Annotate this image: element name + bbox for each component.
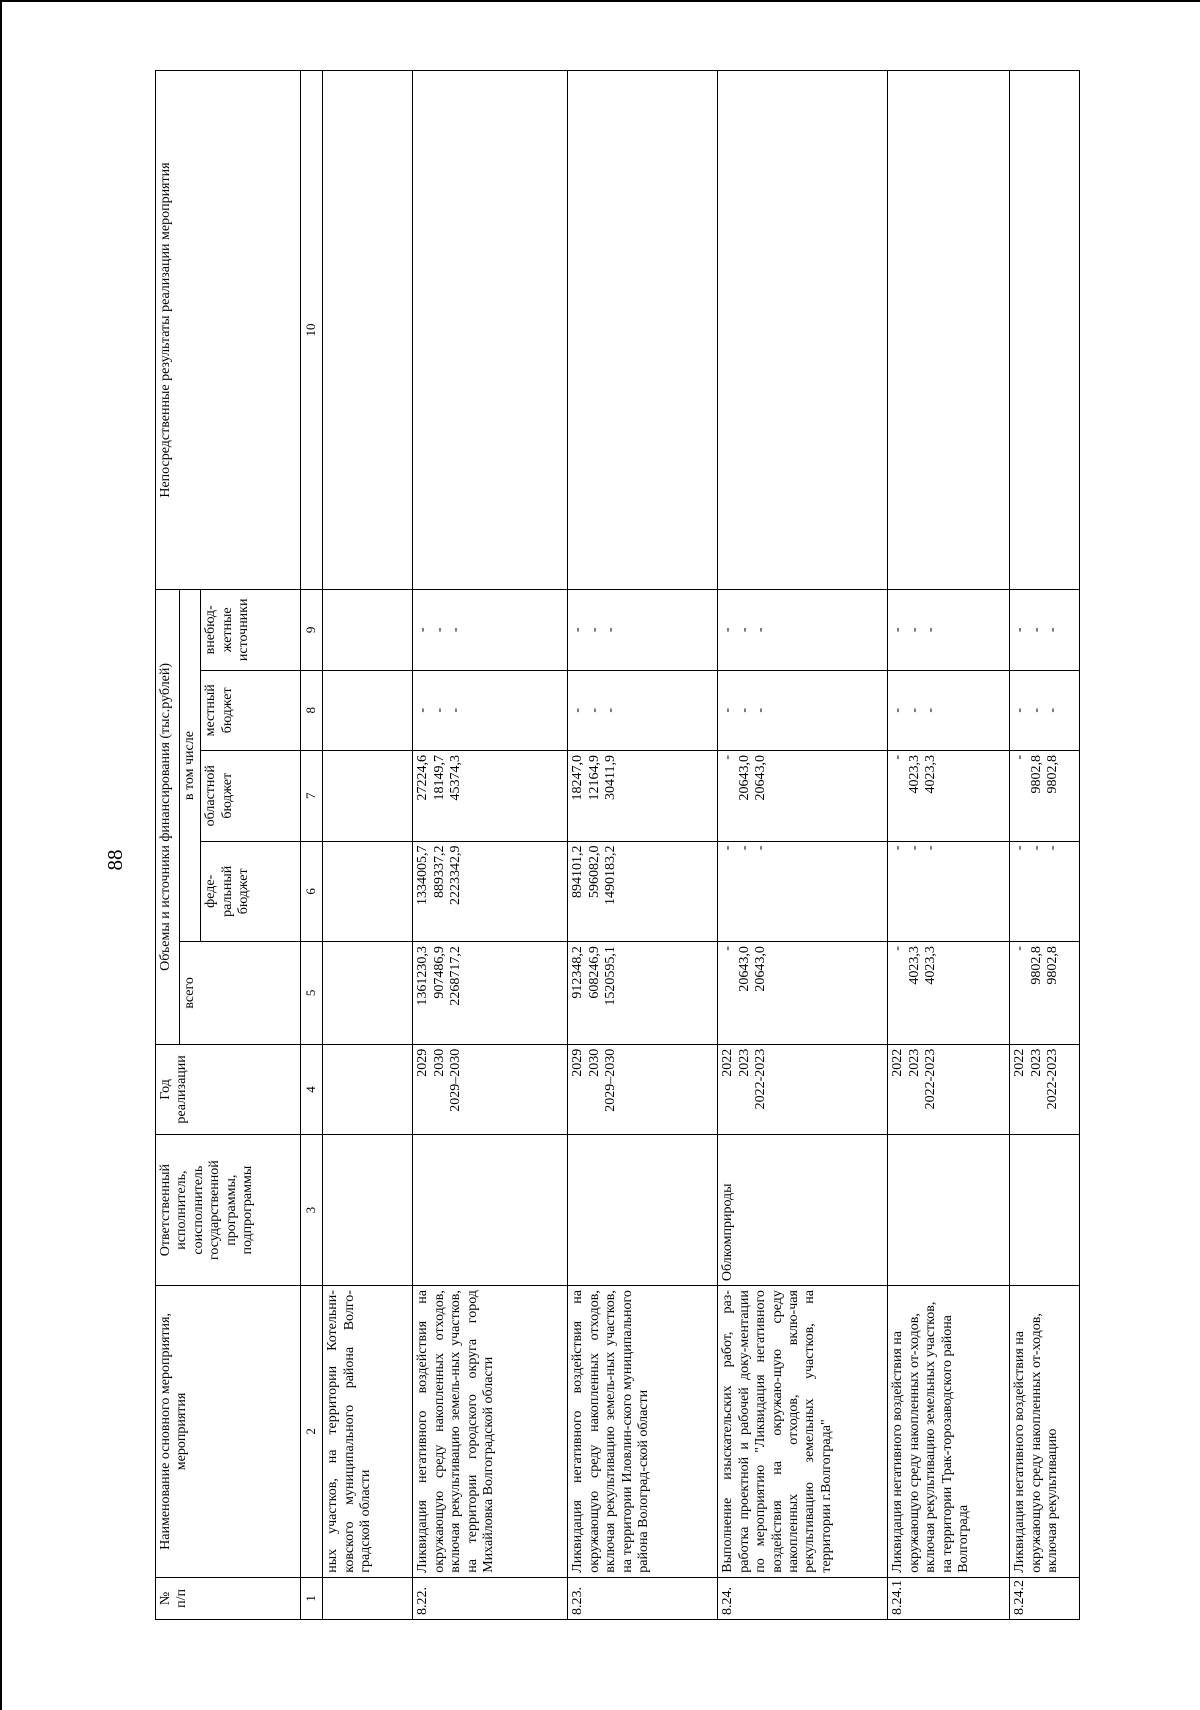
row-local: - - -: [413, 670, 568, 750]
row-years: 2029 2030 2029–2030: [413, 1044, 568, 1135]
scan-top-edge: [0, 0, 1200, 2]
row-executor: [1010, 1135, 1080, 1286]
column-number: 7: [301, 751, 323, 842]
row-years: 2029 2030 2029–2030: [568, 1044, 718, 1135]
row-regional: - 4023,3 4023,3: [888, 751, 1010, 842]
table-row: [323, 71, 413, 1620]
header-num: № п/п: [156, 1577, 301, 1619]
table-row: [888, 71, 1010, 1620]
header-results: Непосредственные результаты реализации мероприятия: [156, 71, 301, 590]
row-years: 2022 2023 2022-2023: [1010, 1044, 1080, 1135]
header-extra: внебюд- жетные источники: [201, 590, 301, 670]
row-years: 2022 2023 2022-2023: [888, 1044, 1010, 1135]
row-name: Ликвидация негативного воздействия на окружающую среду накопленных от-ходов, включая рекультивацию земельных участков, на территории Трак-торозаводского района Волгограда: [888, 1286, 1010, 1578]
column-number-row: [301, 71, 323, 1620]
row-regional: 27224,6 18149,7 45374,3: [413, 751, 568, 842]
row-name: Ликвидация негативного воздействия на окружающую среду накопленных отходов, включая рекультивацию земель-ных участков, на территории Иловлин-ского муниципального района Волоград-ской области: [568, 1286, 718, 1578]
row-number: 8.22.: [413, 1577, 568, 1619]
row-regional: - 20643,0 20643,0: [718, 751, 888, 842]
header-executor: Ответственный исполнитель, соисполнитель государственной программы, подпрограммы: [156, 1135, 301, 1286]
row-years: [323, 1044, 413, 1135]
column-number: 9: [301, 590, 323, 670]
scan-left-edge: [0, 0, 2, 1710]
row-regional: - 9802,8 9802,8: [1010, 751, 1080, 842]
row-executor: [323, 1135, 413, 1286]
column-number: 2: [301, 1286, 323, 1578]
column-number: 3: [301, 1135, 323, 1286]
row-result: [413, 71, 568, 590]
row-federal: - - -: [888, 841, 1010, 942]
row-federal: 894101,2 596082,0 1490183,2: [568, 841, 718, 942]
row-executor: Облкомприроды: [718, 1135, 888, 1286]
row-local: [323, 670, 413, 750]
row-result: [568, 71, 718, 590]
row-name: Ликвидация негативного воздействия на окружающую среду накопленных отходов, включая рекультивацию земель-ных участков, на территории городского округа город Михайловка Волгоградской области: [413, 1286, 568, 1578]
column-number: 6: [301, 841, 323, 942]
header-year: Год реализации: [156, 1044, 301, 1135]
header-funding: Объемы и источники финансирования (тыс.рублей): [156, 590, 180, 1045]
header-name: Наименование основного мероприятия, мероприятия: [156, 1286, 301, 1578]
table-row: [1010, 71, 1080, 1620]
page-number: 88: [103, 849, 127, 871]
row-executor: [568, 1135, 718, 1286]
row-federal: - - -: [1010, 841, 1080, 942]
table-row: [568, 71, 718, 1620]
rotated-page-content: [155, 70, 1200, 1620]
row-number: 8.24.1: [888, 1577, 1010, 1619]
row-total: 912348,2 608246,9 1520595,1: [568, 942, 718, 1045]
column-number: 5: [301, 942, 323, 1045]
row-total: [323, 942, 413, 1045]
row-years: 2022 2023 2022-2023: [718, 1044, 888, 1135]
row-executor: [888, 1135, 1010, 1286]
row-total: - 4023,3 4023,3: [888, 942, 1010, 1045]
row-extra: - - -: [1010, 590, 1080, 670]
funding-table: [155, 70, 1080, 1620]
row-number: 8.23.: [568, 1577, 718, 1619]
row-result: [718, 71, 888, 590]
column-number: 1: [301, 1577, 323, 1619]
row-federal: - - -: [718, 841, 888, 942]
row-number: [323, 1577, 413, 1619]
row-number: 8.24.: [718, 1577, 888, 1619]
row-result: [888, 71, 1010, 590]
column-number: 8: [301, 670, 323, 750]
row-result: [323, 71, 413, 590]
row-regional: 18247,0 12164,9 30411,9: [568, 751, 718, 842]
header-including: в том числе: [180, 590, 201, 942]
row-federal: 1334005,7 889337,2 2223342,9: [413, 841, 568, 942]
header-regional: областной бюджет: [201, 751, 301, 842]
row-extra: - - -: [413, 590, 568, 670]
row-local: - - -: [718, 670, 888, 750]
table-row: [718, 71, 888, 1620]
header-total: всего: [180, 942, 301, 1045]
row-extra: [323, 590, 413, 670]
row-total: - 20643,0 20643,0: [718, 942, 888, 1045]
row-name: Выполнение изыскательских работ, раз-работка проектной и рабочей доку-ментации по мероприятию "Ликвидация негативного воздействия на окружаю-щую среду накопленных отходов, вклю-чая рекультивацию земельных участков, на территории г.Волгограда": [718, 1286, 888, 1578]
column-number: 10: [301, 71, 323, 590]
column-number: 4: [301, 1044, 323, 1135]
header-federal: феде- ральный бюджет: [201, 841, 301, 942]
row-extra: - - -: [568, 590, 718, 670]
header-local: местный бюджет: [201, 670, 301, 750]
table-row: [413, 71, 568, 1620]
row-local: - - -: [1010, 670, 1080, 750]
row-local: - - -: [888, 670, 1010, 750]
row-number: 8.24.2: [1010, 1577, 1080, 1619]
row-extra: - - -: [718, 590, 888, 670]
row-federal: [323, 841, 413, 942]
row-regional: [323, 751, 413, 842]
row-local: - - -: [568, 670, 718, 750]
row-result: [1010, 71, 1080, 590]
row-extra: - - -: [888, 590, 1010, 670]
row-total: 1361230,3 907486,9 2268717,2: [413, 942, 568, 1045]
row-name: Ликвидация негативного воздействия на окружающую среду накопленных от-ходов, включая рекультивацию: [1010, 1286, 1080, 1578]
row-total: - 9802,8 9802,8: [1010, 942, 1080, 1045]
row-name: ных участков, на территории Котельни-ковского муниципального района Волго-градской области: [323, 1286, 413, 1578]
row-executor: [413, 1135, 568, 1286]
